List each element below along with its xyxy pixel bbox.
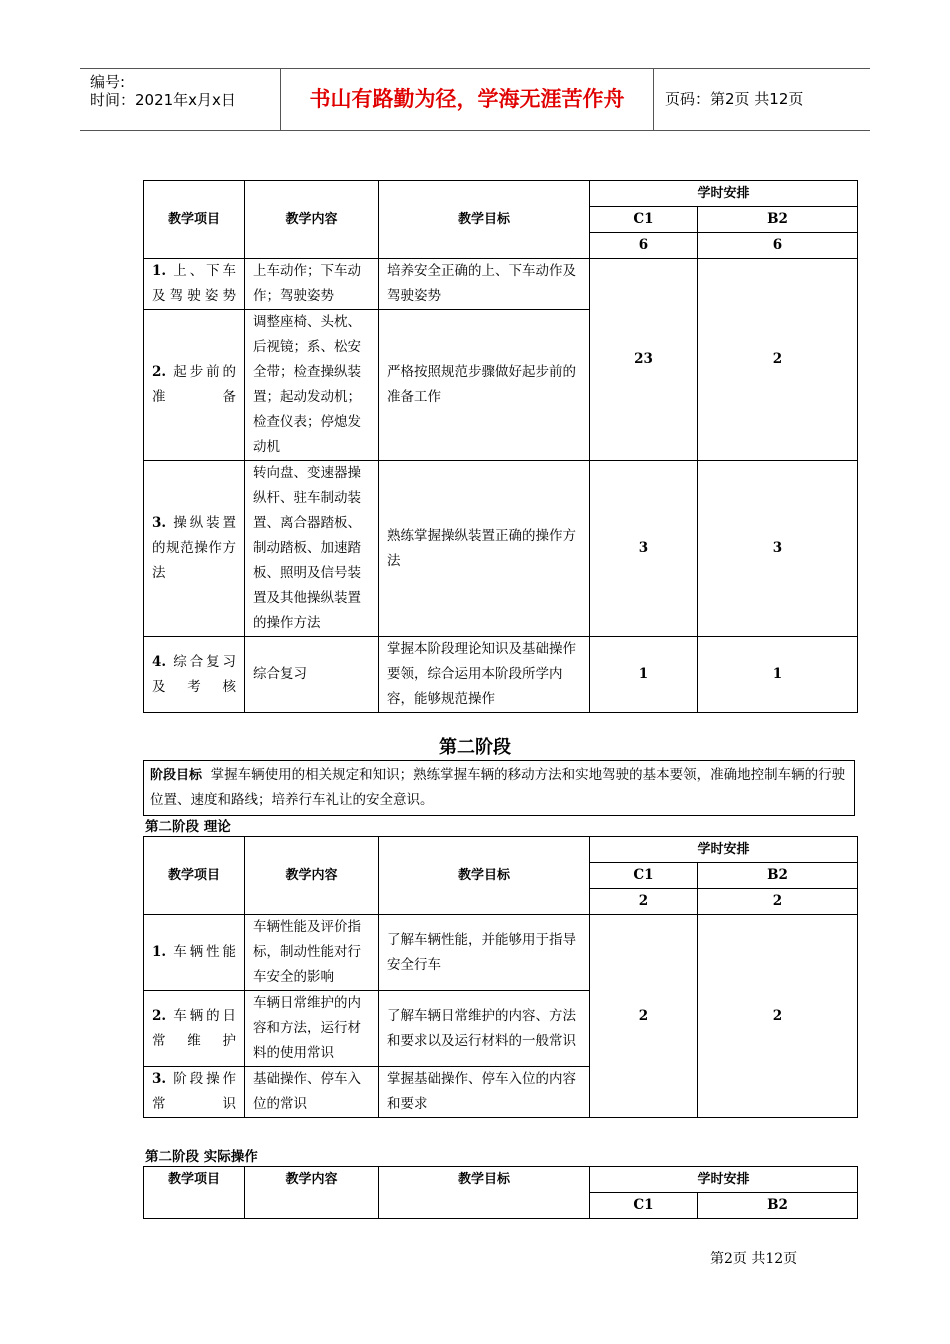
th-b2: B2 xyxy=(698,207,858,233)
content-cell: 调整座椅、头枕、后视镜；系、松安全带；检查操纵装置；起动发动机；检查仪表；停熄发动机 xyxy=(245,310,379,461)
c1-hours: 23 xyxy=(590,259,698,461)
c1-hours: 1 xyxy=(590,637,698,713)
item-cell: 4. 综合复习及考核 xyxy=(144,637,245,713)
b2-total: 2 xyxy=(698,889,858,915)
stage2-theory-label: 第二阶段 理论 xyxy=(145,819,231,835)
content-cell: 转向盘、变速器操纵杆、驻车制动装置、离合器踏板、制动踏板、加速踏板、照明及信号装置及其他操纵装置的操作方法 xyxy=(245,461,379,637)
th-hours: 学时安排 xyxy=(590,1167,858,1193)
stage2-title: 第二阶段 xyxy=(439,737,511,758)
goal-cell: 掌握基础操作、停车入位的内容和要求 xyxy=(379,1067,590,1118)
c1-total: 6 xyxy=(590,233,698,259)
stage2-practice-table xyxy=(143,1166,858,1219)
table-row xyxy=(144,461,858,637)
item-cell: 1. 上、下车及驾驶姿势 xyxy=(144,259,245,310)
stage2-practice-label: 第二阶段 实际操作 xyxy=(145,1149,258,1165)
th-content: 教学内容 xyxy=(245,181,379,259)
c1-hours: 3 xyxy=(590,461,698,637)
th-hours: 学时安排 xyxy=(590,181,858,207)
content-cell: 基础操作、停车入位的常识 xyxy=(245,1067,379,1118)
b2-hours: 1 xyxy=(698,637,858,713)
stage1-table xyxy=(143,180,858,713)
table-row xyxy=(144,259,858,310)
th-item: 教学项目 xyxy=(144,181,245,259)
c1-hours: 2 xyxy=(590,915,698,1118)
header-page-number: 页码：第2页 共12页 xyxy=(665,90,804,108)
th-item: 教学项目 xyxy=(144,1167,245,1219)
item-cell: 3. 操纵装置的规范操作方法 xyxy=(144,461,245,637)
b2-hours: 2 xyxy=(698,259,858,461)
b2-hours: 2 xyxy=(698,915,858,1118)
stage2-goal xyxy=(143,760,855,816)
header-motto: 书山有路勤为径，学海无涯苦作舟 xyxy=(281,69,654,130)
table-row xyxy=(144,915,858,991)
item-cell: 2. 车辆的日常维护 xyxy=(144,991,245,1067)
c1-total: 2 xyxy=(590,889,698,915)
th-c1: C1 xyxy=(590,1193,698,1219)
th-goal: 教学目标 xyxy=(379,837,590,915)
goal-label: 阶段目标 xyxy=(150,768,203,783)
item-cell: 3. 阶段操作常识 xyxy=(144,1067,245,1118)
item-cell: 1. 车辆性能 xyxy=(144,915,245,991)
stage2-theory-table xyxy=(143,836,858,1118)
content-cell: 综合复习 xyxy=(245,637,379,713)
goal-cell: 了解车辆日常维护的内容、方法和要求以及运行材料的一般常识 xyxy=(379,991,590,1067)
goal-cell: 了解车辆性能，并能够用于指导安全行车 xyxy=(379,915,590,991)
th-goal: 教学目标 xyxy=(379,181,590,259)
th-item: 教学项目 xyxy=(144,837,245,915)
th-content: 教学内容 xyxy=(245,837,379,915)
page-header xyxy=(80,68,870,131)
date-label: 时间：2021年x月x日 xyxy=(90,91,236,109)
b2-hours: 3 xyxy=(698,461,858,637)
page-footer: 第2页 共12页 xyxy=(710,1251,798,1267)
content-cell: 上车动作；下车动作；驾驶姿势 xyxy=(245,259,379,310)
content-cell: 车辆性能及评价指标，制动性能对行车安全的影响 xyxy=(245,915,379,991)
goal-cell: 培养安全正确的上、下车动作及驾驶姿势 xyxy=(379,259,590,310)
goal-text: 掌握车辆使用的相关规定和知识；熟练掌握车辆的移动方法和实地驾驶的基本要领，准确地控制车辆的行驶位置、速度和路线；培养行车礼让的安全意识。 xyxy=(150,767,846,808)
number-label: 编号: xyxy=(90,73,126,91)
th-b2: B2 xyxy=(698,863,858,889)
content-cell: 车辆日常维护的内容和方法，运行材料的使用常识 xyxy=(245,991,379,1067)
goal-cell: 熟练掌握操纵装置正确的操作方法 xyxy=(379,461,590,637)
th-goal: 教学目标 xyxy=(379,1167,590,1219)
header-meta xyxy=(80,69,281,130)
table-row xyxy=(144,637,858,713)
goal-cell: 掌握本阶段理论知识及基础操作要领，综合运用本阶段所学内容，能够规范操作 xyxy=(379,637,590,713)
th-c1: C1 xyxy=(590,207,698,233)
th-b2: B2 xyxy=(698,1193,858,1219)
th-content: 教学内容 xyxy=(245,1167,379,1219)
item-cell: 2. 起步前的准备 xyxy=(144,310,245,461)
th-c1: C1 xyxy=(590,863,698,889)
goal-cell: 严格按照规范步骤做好起步前的准备工作 xyxy=(379,310,590,461)
th-hours: 学时安排 xyxy=(590,837,858,863)
b2-total: 6 xyxy=(698,233,858,259)
